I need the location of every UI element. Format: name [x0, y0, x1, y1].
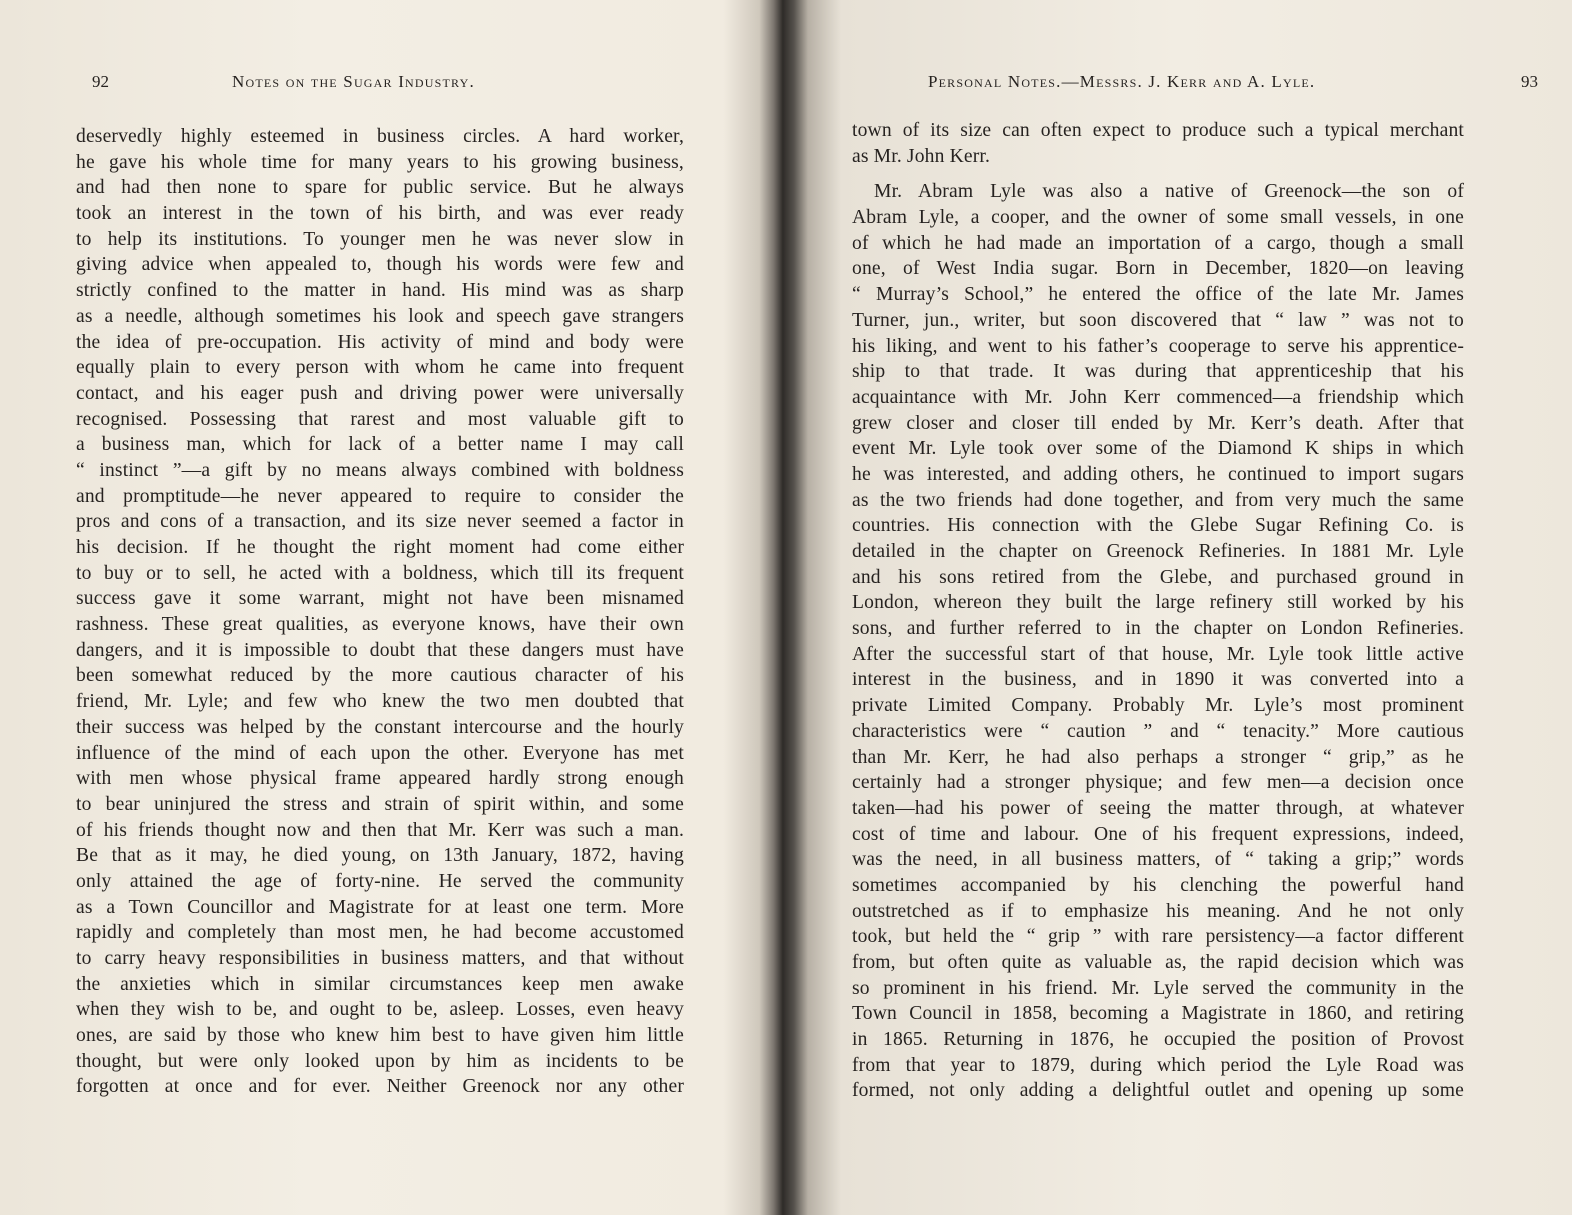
text-line: cost of time and labour. One of his frequent expressions, indeed,	[852, 823, 1464, 845]
text-line: event Mr. Lyle took over some of the Diamond K ships in which	[852, 438, 1464, 460]
text-line: as Mr. John Kerr.	[852, 145, 991, 167]
text-line: as a Town Councillor and Magistrate for at least one term. More	[76, 896, 684, 918]
text-line: Town Council in 1858, becoming a Magistrate in 1860, and retiring	[852, 1003, 1464, 1025]
text-line: influence of the mind of each upon the other. Everyone has met	[76, 742, 684, 764]
text-line: Abram Lyle, a cooper, and the owner of some small vessels, in one	[852, 207, 1464, 229]
text-line: than Mr. Kerr, he had also perhaps a stronger “ grip,” as he	[852, 746, 1464, 768]
text-line: from that year to 1879, during which period the Lyle Road was	[852, 1054, 1464, 1076]
text-line: one, of West India sugar. Born in December, 1820—on leaving	[852, 258, 1464, 280]
text-line: to bear uninjured the stress and strain of spirit within, and some	[76, 793, 684, 815]
text-line: “ Murray’s School,” he entered the office of the late Mr. James	[852, 284, 1464, 306]
left-running-title: Notes on the Sugar Industry.	[232, 72, 475, 91]
text-line: he was interested, and adding others, he continued to import sugars	[852, 463, 1464, 485]
text-line: characteristics were “ caution ” and “ tenacity.” More cautious	[852, 720, 1464, 742]
text-line: and promptitude—he never appeared to require to consider the	[76, 485, 684, 507]
text-line: their success was helped by the constant intercourse and the hourly	[76, 716, 684, 738]
text-line: equally plain to every person with whom he came into frequent	[76, 357, 684, 379]
right-running-title: Personal Notes.—Messrs. J. Kerr and A. Lyle.	[928, 72, 1316, 91]
text-line: rapidly and completely than most men, he had become accustomed	[76, 922, 684, 944]
text-line: ones, are said by those who knew him best to have given him little	[76, 1025, 684, 1047]
left-body-text	[76, 124, 684, 1100]
text-line: recognised. Possessing that rarest and most valuable gift to	[76, 408, 684, 430]
text-line: London, whereon they built the large refinery still worked by his	[852, 592, 1464, 614]
text-line: in 1865. Returning in 1876, he occupied the position of Provost	[852, 1029, 1464, 1051]
text-line: countries. His connection with the Glebe Sugar Refining Co. is	[852, 515, 1464, 537]
text-line: only attained the age of forty-nine. He served the community	[76, 870, 684, 892]
paragraph-1	[852, 118, 1464, 169]
text-line: and had then none to spare for public service. But he always	[76, 177, 684, 199]
text-line: interest in the business, and in 1890 it was converted into a	[852, 669, 1464, 691]
text-line: been somewhat reduced by the more cautious character of his	[76, 665, 684, 687]
text-line: when they wish to be, and ought to be, asleep. Losses, even heavy	[76, 999, 684, 1021]
text-line: success gave it some warrant, might not have been misnamed	[76, 588, 684, 610]
text-line: took, but held the “ grip ” with rare persistency—a factor different	[852, 926, 1464, 948]
right-body-text	[852, 118, 1464, 1104]
text-line: from, but often quite as valuable as, the rapid decision which was	[852, 952, 1464, 973]
text-line: private Limited Company. Probably Mr. Lyle’s most prominent	[852, 695, 1464, 717]
text-line: his decision. If he thought the right moment had come either	[76, 537, 684, 558]
text-line: Turner, jun., writer, but soon discovered that “ law ” was not to	[852, 309, 1464, 331]
text-line: his liking, and went to his father’s cooperage to serve his apprentice-	[852, 335, 1464, 357]
text-line: Be that as it may, he died young, on 13th January, 1872, having	[76, 845, 684, 867]
text-line: giving advice when appealed to, though his words were few and	[76, 254, 684, 276]
text-line: ship to that trade. It was during that apprenticeship that his	[852, 361, 1464, 383]
text-line: he gave his whole time for many years to his growing business,	[76, 151, 684, 173]
text-line: outstretched as if to emphasize his meaning. And he not only	[852, 900, 1464, 922]
text-line: contact, and his eager push and driving power were universally	[76, 382, 684, 404]
text-line: After the successful start of that house, Mr. Lyle took little active	[852, 643, 1464, 665]
text-line: formed, not only adding a delightful outlet and opening up some	[852, 1080, 1464, 1102]
text-line: to help its institutions. To younger men he was never slow in	[76, 228, 684, 250]
text-line: friend, Mr. Lyle; and few who knew the two men doubted that	[76, 691, 684, 713]
text-line: acquaintance with Mr. John Kerr commenced—a friendship which	[852, 386, 1464, 408]
text-line: forgotten at once and for ever. Neither Greenock nor any other	[76, 1076, 684, 1098]
text-line: was the need, in all business matters, of “ taking a grip;” words	[852, 849, 1464, 871]
text-line: sons, and further referred to in the chapter on London Refineries.	[852, 618, 1464, 640]
text-line: thought, but were only looked upon by him as incidents to be	[76, 1050, 684, 1072]
text-line: certainly had a stronger physique; and few men—a decision once	[852, 772, 1464, 794]
text-line: of which he had made an importation of a cargo, though a small	[852, 232, 1464, 254]
text-line: took an interest in the town of his birth, and was ever ready	[76, 203, 684, 225]
text-line: to carry heavy responsibilities in business matters, and that without	[76, 948, 684, 969]
text-line: sometimes accompanied by his clenching the powerful hand	[852, 874, 1464, 896]
text-line: Mr. Abram Lyle was also a native of Greenock—the son of	[874, 181, 1464, 203]
text-line: taken—had his power of seeing the matter through, at whatever	[852, 797, 1464, 819]
text-line: deservedly highly esteemed in business circles. A hard worker,	[76, 126, 684, 147]
text-line: with men whose physical frame appeared hardly strong enough	[76, 768, 684, 790]
text-line: a business man, which for lack of a better name I may call	[76, 434, 684, 456]
text-line: rashness. These great qualities, as everyone knows, have their own	[76, 614, 684, 636]
text-line: and his sons retired from the Glebe, and purchased ground in	[852, 566, 1464, 588]
left-page-number: 92	[92, 72, 109, 91]
text-line: grew closer and closer till ended by Mr. Kerr’s death. After that	[852, 412, 1464, 434]
text-line: as the two friends had done together, and from very much the same	[852, 489, 1464, 511]
text-line: so prominent in his friend. Mr. Lyle served the community in the	[852, 977, 1464, 999]
text-line: to buy or to sell, he acted with a boldness, which till its frequent	[76, 562, 684, 584]
text-line: pros and cons of a transaction, and its size never seemed a factor in	[76, 511, 684, 533]
right-running-head	[928, 72, 1538, 102]
text-line: dangers, and it is impossible to doubt that these dangers must have	[76, 639, 684, 661]
text-line: “ instinct ”—a gift by no means always combined with boldness	[76, 459, 684, 481]
text-line: town of its size can often expect to produce such a typical merchant	[852, 120, 1464, 141]
paragraph-2	[852, 179, 1464, 1104]
left-page	[0, 0, 770, 1215]
text-line: the idea of pre-occupation. His activity of mind and body were	[76, 331, 684, 353]
text-line: the anxieties which in similar circumstances keep men awake	[76, 973, 684, 995]
text-line: as a needle, although sometimes his look and speech gave strangers	[76, 305, 684, 327]
right-page	[790, 0, 1572, 1215]
left-running-head	[92, 72, 692, 102]
text-line: of his friends thought now and then that Mr. Kerr was such a man.	[76, 819, 684, 841]
text-line: strictly confined to the matter in hand. His mind was as sharp	[76, 280, 684, 302]
right-page-number: 93	[1521, 72, 1538, 91]
text-line: detailed in the chapter on Greenock Refineries. In 1881 Mr. Lyle	[852, 541, 1464, 562]
